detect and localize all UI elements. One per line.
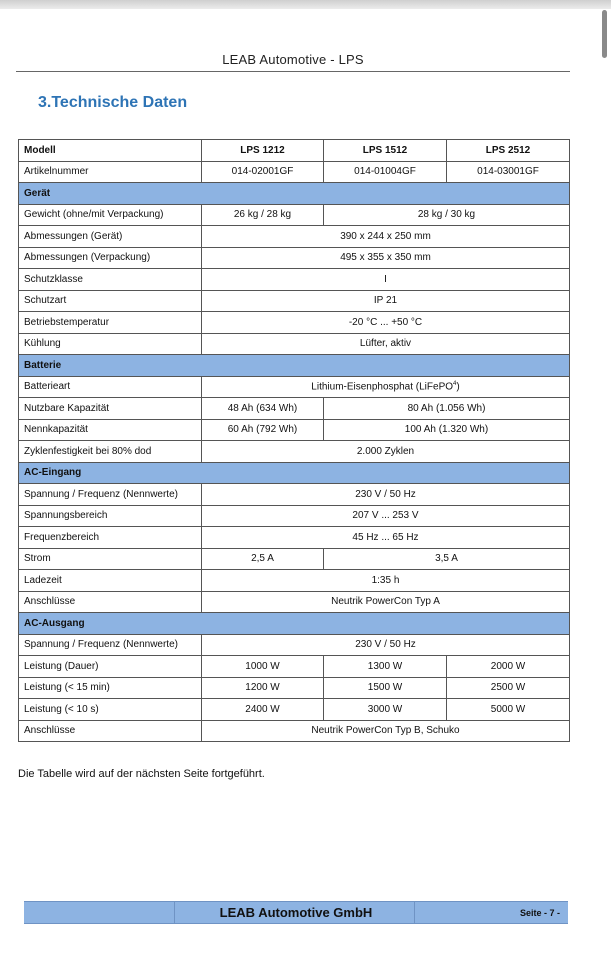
row-label: Nennkapazität — [19, 419, 202, 441]
page-footer — [24, 901, 568, 924]
row-label: Batterieart — [19, 376, 202, 398]
cell-value: 1500 W — [324, 677, 447, 699]
cell-value: 2,5 A — [202, 548, 324, 570]
battery-type-sup: 4 — [453, 381, 457, 388]
table-row — [19, 269, 570, 291]
page-header-title: LEAB Automotive - LPS — [222, 52, 364, 67]
cell-value: 48 Ah (634 Wh) — [202, 398, 324, 420]
cell-value: 207 V ... 253 V — [202, 505, 570, 527]
row-label: Zyklenfestigkeit bei 80% dod — [19, 441, 202, 463]
cell-value: 2500 W — [447, 677, 570, 699]
column-header: LPS 1512 — [324, 140, 447, 162]
table-row — [19, 505, 570, 527]
table-row — [19, 548, 570, 570]
row-label: Leistung (< 10 s) — [19, 699, 202, 721]
column-header: Modell — [19, 140, 202, 162]
row-label: Strom — [19, 548, 202, 570]
cell-value: Lüfter, aktiv — [202, 333, 570, 355]
cell-value: 1300 W — [324, 656, 447, 678]
cell-value: 3000 W — [324, 699, 447, 721]
footer-page-number: Seite - 7 - — [519, 908, 560, 918]
cell-value: 230 V / 50 Hz — [202, 484, 570, 506]
cell-value: 1200 W — [202, 677, 324, 699]
scrollbar[interactable] — [602, 10, 607, 58]
table-row — [19, 419, 570, 441]
cell-value: -20 °C ... +50 °C — [202, 312, 570, 334]
cell-value: 1000 W — [202, 656, 324, 678]
cell-value: Neutrik PowerCon Typ B, Schuko — [202, 720, 570, 742]
cell-value: 495 x 355 x 350 mm — [202, 247, 570, 269]
section-title: Gerät — [19, 183, 570, 205]
row-label: Anschlüsse — [19, 591, 202, 613]
cell-value: 2400 W — [202, 699, 324, 721]
column-header: LPS 1212 — [202, 140, 324, 162]
table-row — [19, 570, 570, 592]
cell-value: Neutrik PowerCon Typ A — [202, 591, 570, 613]
table-row — [19, 677, 570, 699]
cell-value: IP 21 — [202, 290, 570, 312]
footer-company: LEAB Automotive GmbH — [219, 905, 373, 920]
cell-value: 28 kg / 30 kg — [324, 204, 570, 226]
table-row — [19, 720, 570, 742]
section-title: Batterie — [19, 355, 570, 377]
header-divider — [16, 71, 570, 72]
table-row — [19, 699, 570, 721]
cell-value — [202, 376, 570, 398]
row-label: Ladezeit — [19, 570, 202, 592]
section-row-batterie — [19, 355, 570, 377]
window-top-bar — [0, 0, 611, 9]
table-row — [19, 527, 570, 549]
cell-value: 5000 W — [447, 699, 570, 721]
cell-value: 100 Ah (1.320 Wh) — [324, 419, 570, 441]
section-row-geraet — [19, 183, 570, 205]
row-label: Kühlung — [19, 333, 202, 355]
table-row — [19, 634, 570, 656]
row-label: Nutzbare Kapazität — [19, 398, 202, 420]
section-heading: 3.Technische Daten — [38, 94, 188, 111]
table-row — [19, 247, 570, 269]
cell-value: 014-03001GF — [447, 161, 570, 183]
table-row — [19, 226, 570, 248]
technical-data-table — [18, 139, 570, 742]
row-label: Frequenzbereich — [19, 527, 202, 549]
cell-value: 80 Ah (1.056 Wh) — [324, 398, 570, 420]
row-label: Anschlüsse — [19, 720, 202, 742]
cell-value: 26 kg / 28 kg — [202, 204, 324, 226]
section-title: AC-Ausgang — [19, 613, 570, 635]
table-row — [19, 591, 570, 613]
row-label: Schutzklasse — [19, 269, 202, 291]
row-label: Leistung (< 15 min) — [19, 677, 202, 699]
section-title: AC-Eingang — [19, 462, 570, 484]
table-row — [19, 290, 570, 312]
cell-value: 014-01004GF — [324, 161, 447, 183]
table-row — [19, 204, 570, 226]
cell-value: 230 V / 50 Hz — [202, 634, 570, 656]
section-row-ac-eingang — [19, 462, 570, 484]
cell-value: 390 x 244 x 250 mm — [202, 226, 570, 248]
row-label: Spannung / Frequenz (Nennwerte) — [19, 484, 202, 506]
row-label: Leistung (Dauer) — [19, 656, 202, 678]
battery-type-tail: ) — [456, 381, 460, 393]
cell-value: 2.000 Zyklen — [202, 441, 570, 463]
cell-value: 1:35 h — [202, 570, 570, 592]
row-label: Gewicht (ohne/mit Verpackung) — [19, 204, 202, 226]
table-row — [19, 441, 570, 463]
cell-value: 014-02001GF — [202, 161, 324, 183]
cell-value: I — [202, 269, 570, 291]
cell-value: 45 Hz ... 65 Hz — [202, 527, 570, 549]
table-row — [19, 656, 570, 678]
table-row — [19, 484, 570, 506]
table-row — [19, 161, 570, 183]
row-label: Abmessungen (Gerät) — [19, 226, 202, 248]
row-label: Spannung / Frequenz (Nennwerte) — [19, 634, 202, 656]
section-row-ac-ausgang — [19, 613, 570, 635]
table-row — [19, 398, 570, 420]
row-label: Spannungsbereich — [19, 505, 202, 527]
continuation-note: Die Tabelle wird auf der nächsten Seite fortgeführt. — [18, 768, 265, 780]
table-header-row — [19, 140, 570, 162]
table-row — [19, 333, 570, 355]
battery-type-text: Lithium-Eisenphosphat (LiFePO — [311, 381, 454, 393]
table-row — [19, 376, 570, 398]
cell-value: 3,5 A — [324, 548, 570, 570]
column-header: LPS 2512 — [447, 140, 570, 162]
table-row — [19, 312, 570, 334]
cell-value: 60 Ah (792 Wh) — [202, 419, 324, 441]
row-label: Artikelnummer — [19, 161, 202, 183]
row-label: Schutzart — [19, 290, 202, 312]
row-label: Betriebstemperatur — [19, 312, 202, 334]
row-label: Abmessungen (Verpackung) — [19, 247, 202, 269]
cell-value: 2000 W — [447, 656, 570, 678]
